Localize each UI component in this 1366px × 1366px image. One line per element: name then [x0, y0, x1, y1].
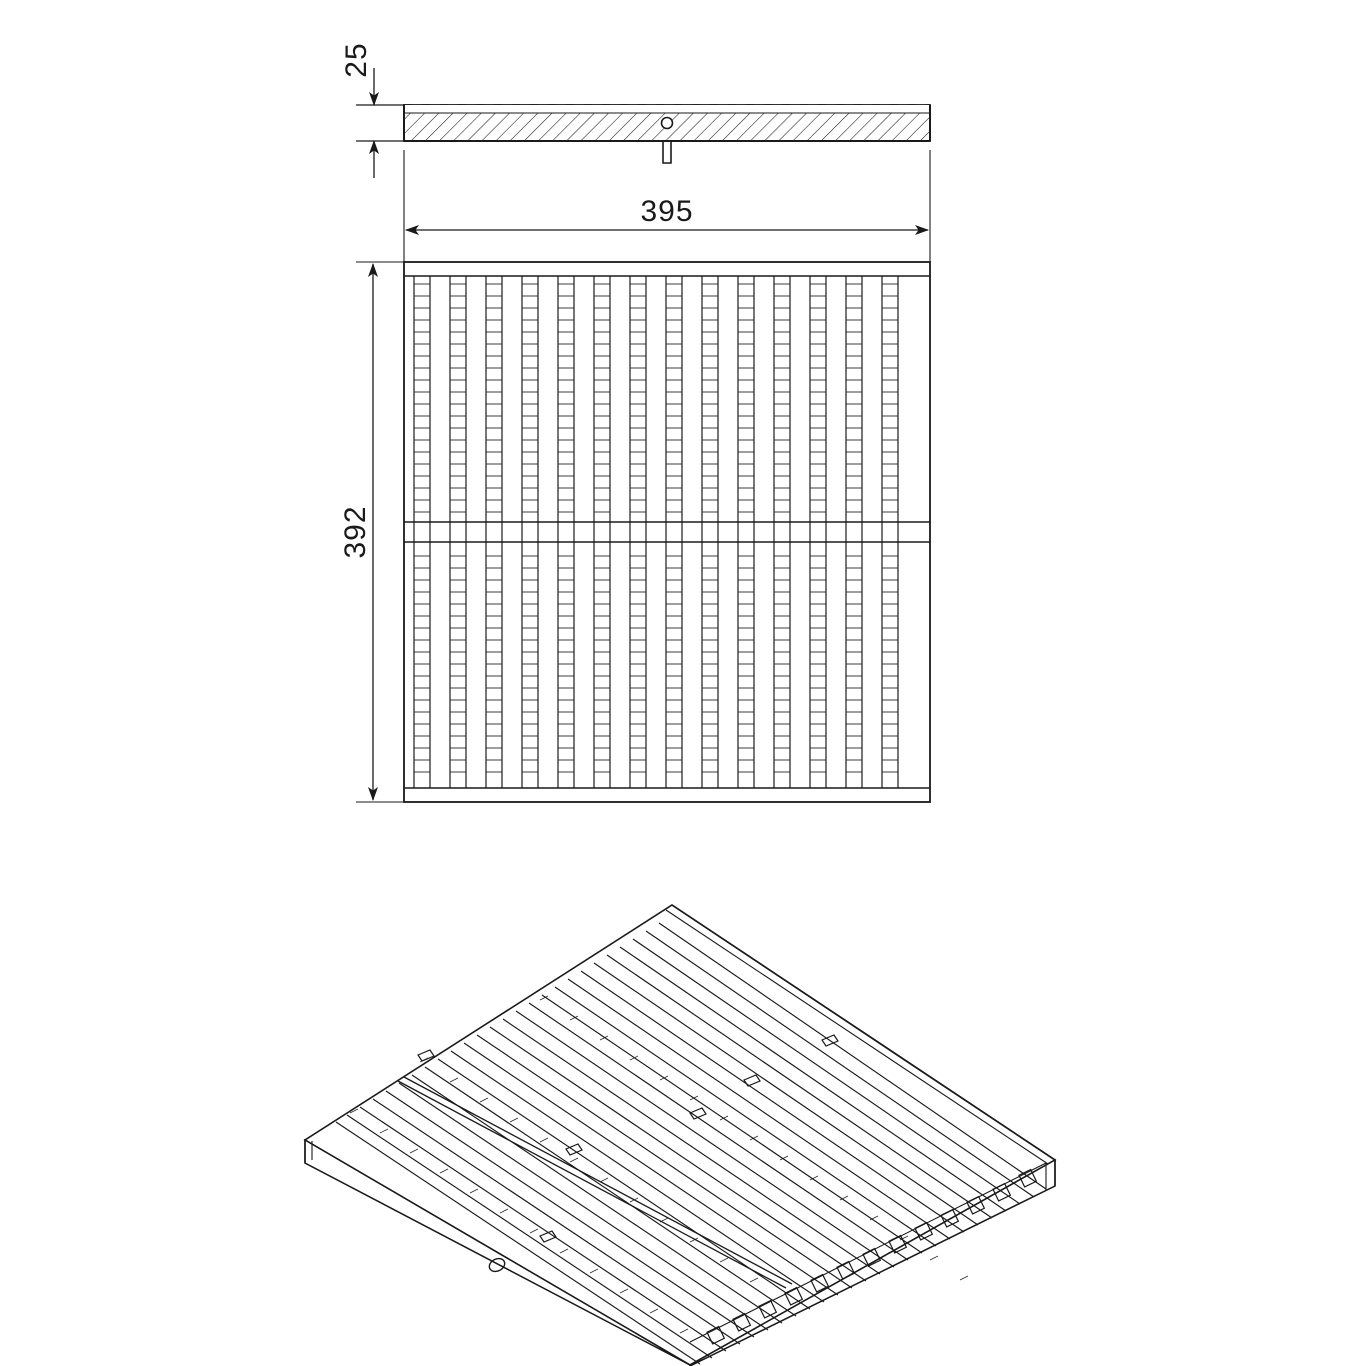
centre-hole	[662, 118, 673, 129]
top-plan-view	[404, 262, 930, 802]
isometric-view	[305, 905, 1055, 1366]
dimension-label-width: 395	[640, 195, 694, 228]
side-elevation-view	[356, 68, 930, 178]
centre-tab	[663, 141, 671, 163]
dimension-label-thickness: 25	[340, 42, 373, 78]
dimension-label-depth: 392	[339, 505, 372, 559]
iso-top-face	[305, 905, 1055, 1365]
